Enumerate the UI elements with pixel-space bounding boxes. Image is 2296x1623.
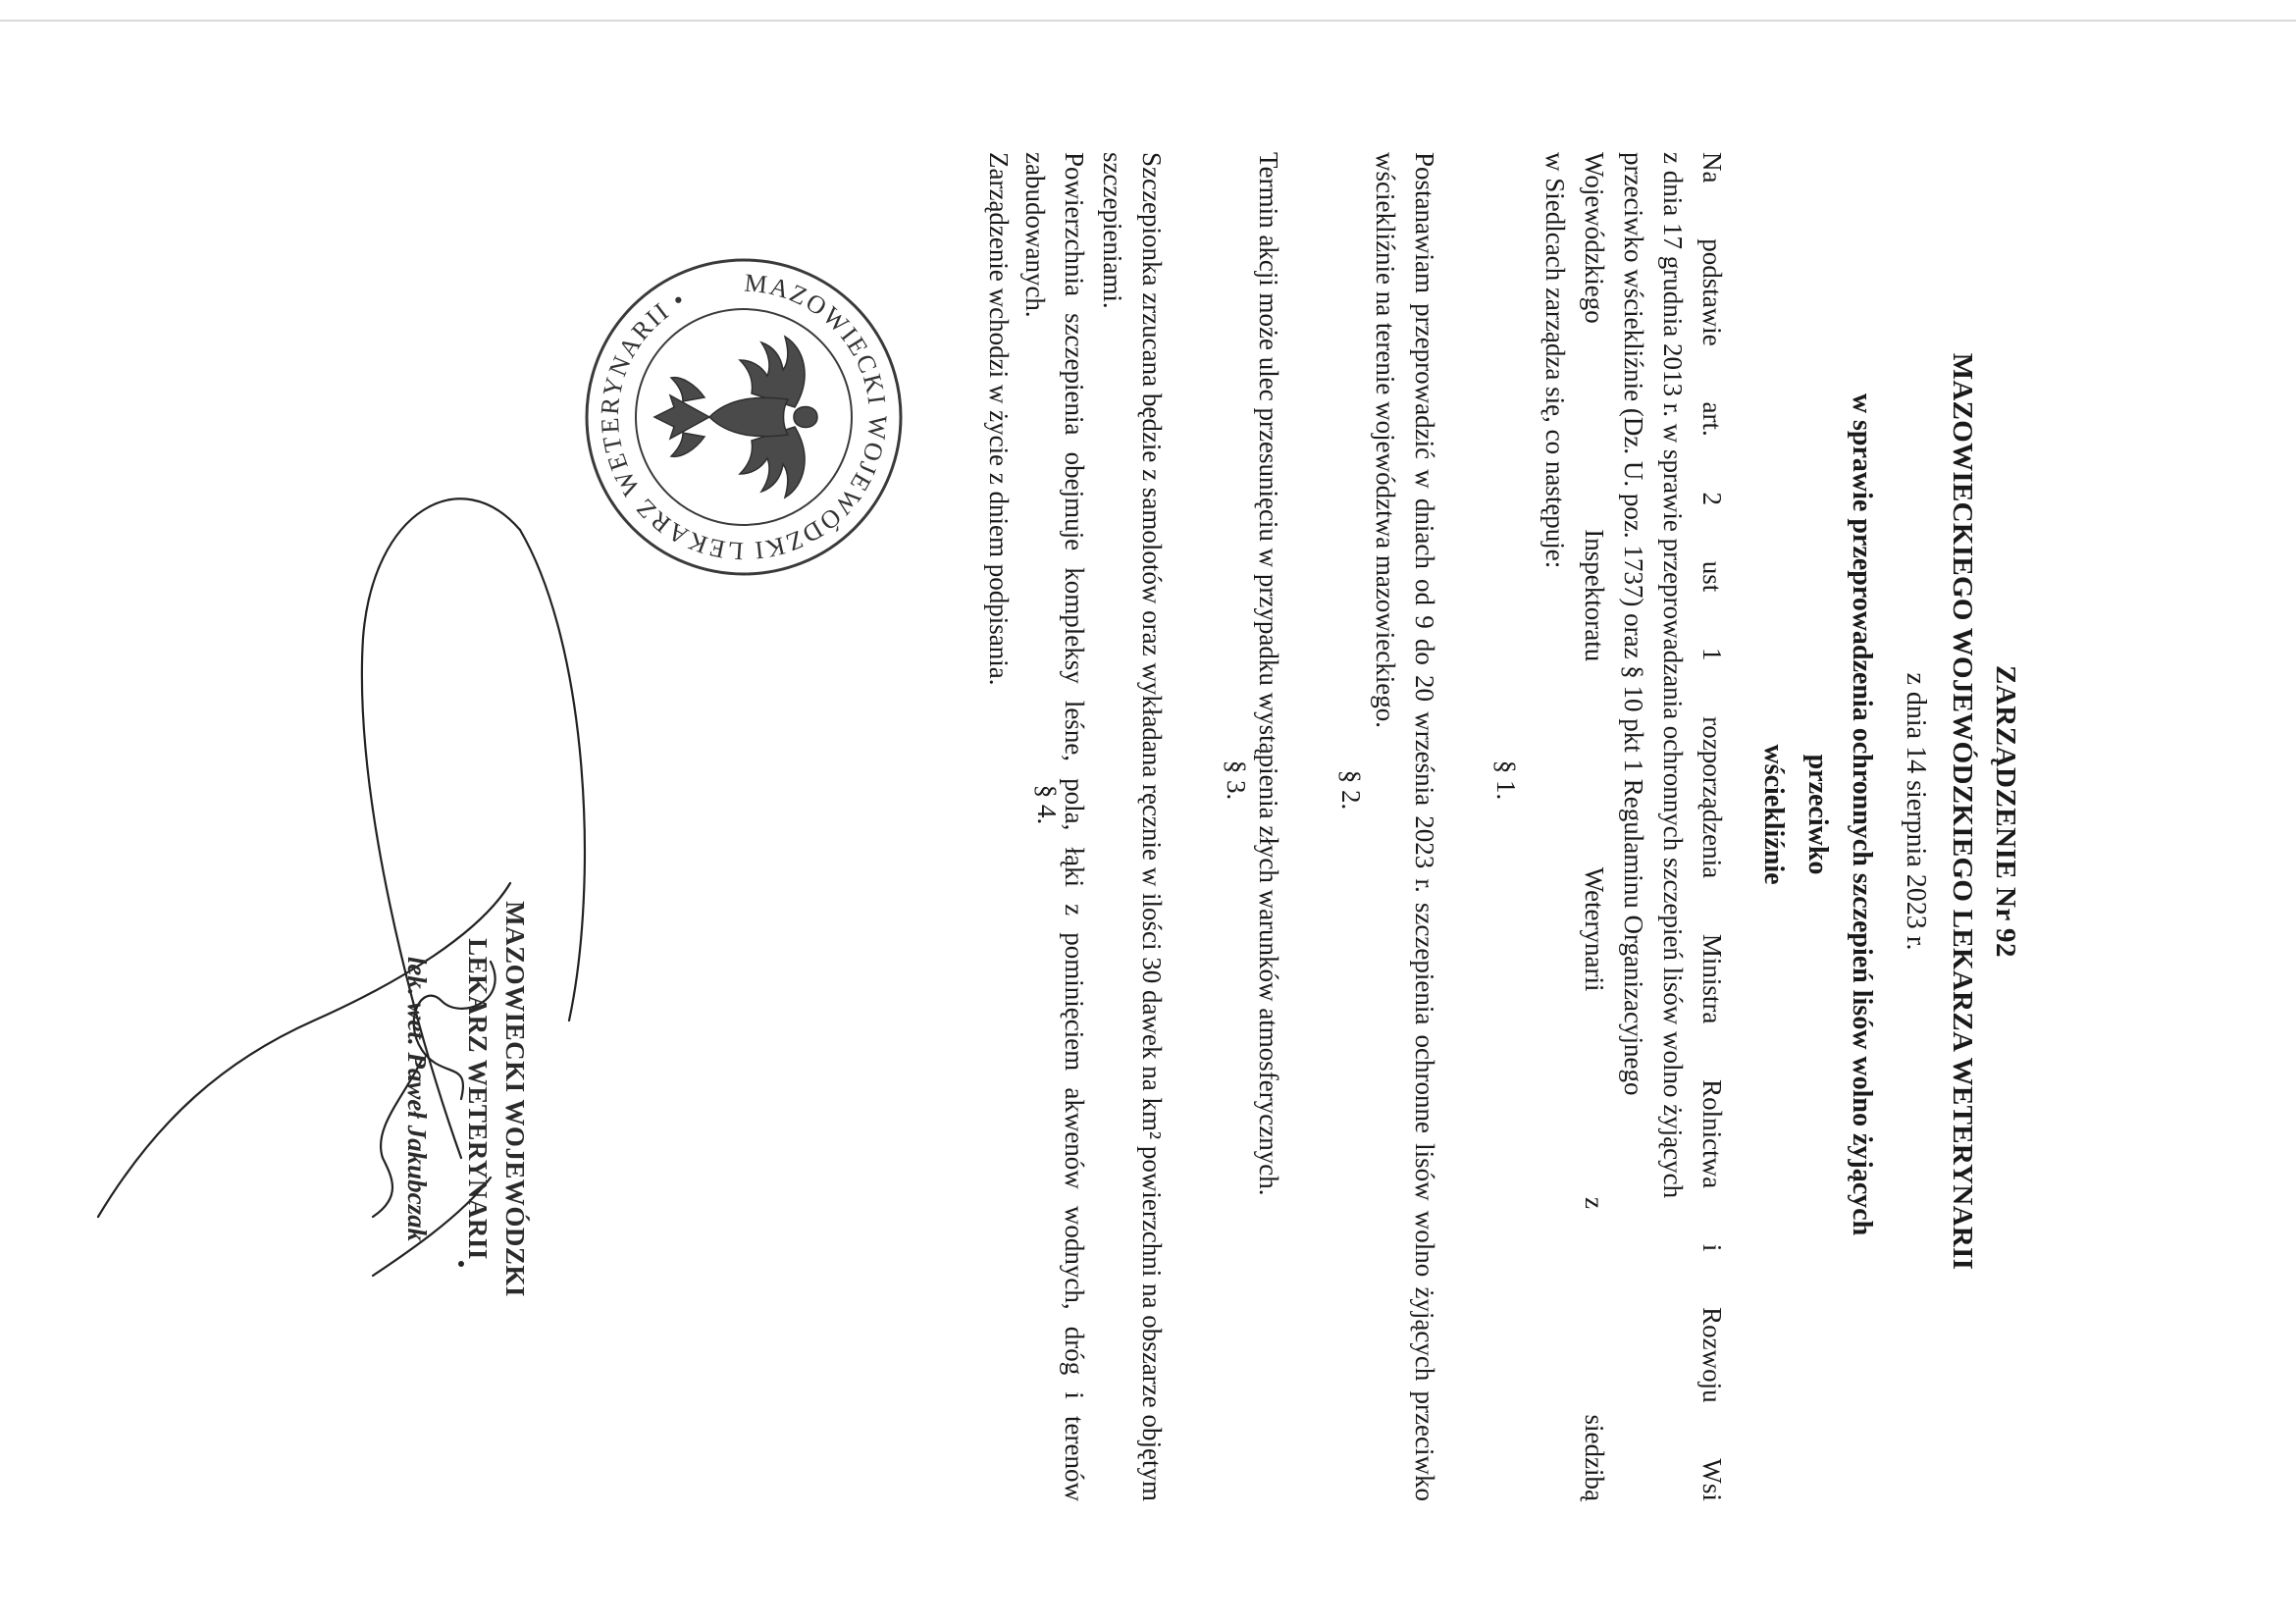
section-4-mark: § 4.: [1032, 784, 1062, 825]
legal-basis-line-3: przeciwko wściekliźnie (Dz. U. poz. 1737) oraz § 10 pkt 1 Regulaminu Organizacyjnego: [1619, 152, 1648, 1096]
document-subject: [1751, 383, 1884, 1246]
legal-word: 2: [1697, 492, 1727, 505]
eagle-emblem-icon: [654, 337, 817, 497]
legal-word: Wojewódzkiego: [1580, 152, 1609, 324]
document-heading: ZARZĄDZENIE Nr 92: [1990, 664, 2021, 958]
signature-stamp-line-1: MAZOWIECKI WOJEWÓDZKI: [500, 901, 530, 1297]
document-date: z dnia 14 sierpnia 2023 r.: [1901, 672, 1931, 951]
signature-stamp-line-2: LEKARZ WETERYNARII: [463, 938, 493, 1260]
section-3-text-b: Powierzchnia szczepienia obejmuje kompleksy leśne, pola, łąki z pominięciem akwenów wodnych, dróg i terenów zabudowanych.: [1020, 152, 1089, 1501]
section-3-mark: § 3.: [1222, 759, 1251, 801]
legal-word: Na: [1697, 152, 1727, 183]
legal-word: Rolnictwa: [1697, 1079, 1727, 1189]
legal-word: Inspektoratu: [1580, 529, 1609, 662]
legal-basis-line-5: w Siedlcach zarządza się, co następuje:: [1540, 152, 1570, 569]
section-1-mark: § 1.: [1491, 759, 1521, 801]
legal-word: siedzibą: [1580, 1414, 1609, 1501]
legal-word: Ministra: [1697, 933, 1727, 1024]
legal-basis-line-2: z dnia 17 grudnia 2013 r. w sprawie przeprowadzania ochronnych szczepień lisów wolno żyjących: [1658, 152, 1688, 1199]
legal-word: 1: [1697, 647, 1727, 661]
subject-line-2: wściekliźnie: [1758, 744, 1789, 885]
legal-basis-line-1: [1693, 152, 1732, 1501]
seal-ring-text: MAZOWIECKI WOJEWÓDZKI LEKARZ WETERYNARII •: [595, 268, 893, 566]
legal-word: ust: [1697, 560, 1727, 593]
legal-basis-paragraph: [1536, 152, 1732, 1501]
section-4-text: Zarządzenie wchodzi w życie z dniem podpisania.: [984, 152, 1014, 686]
legal-word: podstawie: [1697, 238, 1727, 346]
section-2-mark: § 2.: [1336, 769, 1366, 811]
issuer-title: MAZOWIECKIEGO WOJEWÓDZKIEGO LEKARZA WETERYNARII: [1947, 352, 1978, 1271]
signatory-name: lek. wet. Paweł Jakubczak: [402, 956, 432, 1242]
subject-line-1: w sprawie przeprowadzenia ochronnych szczepień lisów wolno żyjących przeciwko: [1802, 393, 1877, 1236]
section-1-text: Postanawiam przeprowadzić w dniach od 9 do 20 września 2023 r. szczepienia ochronne lisów wolno żyjących przeciwko wściekliźnie na terenie województwa mazowieckiego.: [1371, 152, 1439, 1501]
legal-word: Rozwoju: [1697, 1307, 1727, 1403]
legal-word: Weterynarii: [1580, 866, 1609, 992]
legal-word: Wsi: [1697, 1458, 1727, 1501]
legal-basis-line-4: [1575, 152, 1614, 1501]
section-2-text: Termin akcji może ulec przesunięciu w przypadku wystąpienia złych warunków atmosferycznych.: [1254, 152, 1283, 1196]
legal-word: art.: [1697, 401, 1727, 437]
handwritten-signature-icon: [78, 471, 628, 1550]
legal-word: i: [1697, 1243, 1727, 1252]
section-3-text-a: Szczepionka zrzucana będzie z samolotów oraz wykładana ręcznie w ilości 30 dawek na km² powierzchni na obszarze objętym szczepieniami.: [1098, 152, 1167, 1501]
legal-word: rozporządzenia: [1697, 716, 1727, 879]
legal-word: z: [1580, 1197, 1609, 1209]
